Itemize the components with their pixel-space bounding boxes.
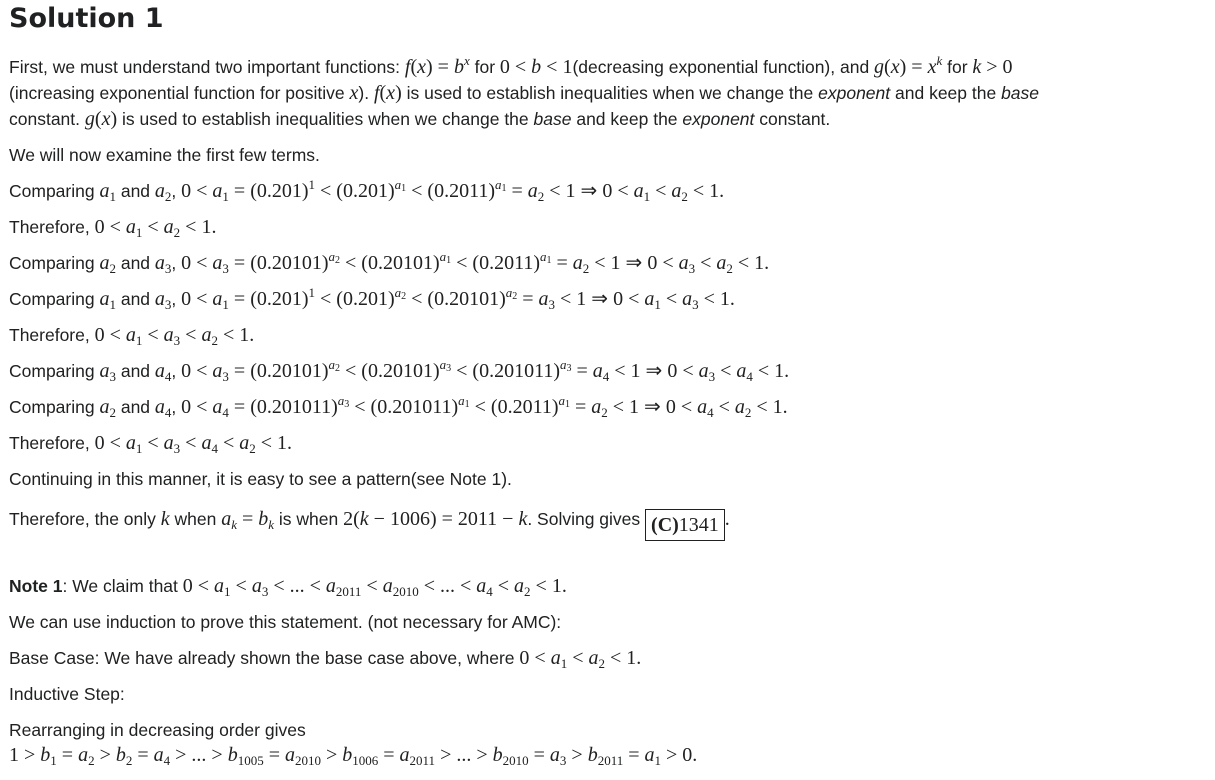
answer-box: (C)1341 — [645, 509, 725, 541]
examine-line: We will now examine the first few terms. — [9, 145, 320, 165]
compare-a1-a2: Comparing $a_1$ and $a_2$, $0 < a_1 = (0.201)^1 < (0.201)^{a_1} < (0.2011)^{a_1} = a_2 < 1$ ⇒ $0 < a_1 < a_2 < 1$. — [9, 177, 725, 204]
intro-line-1: First, we must understand two important functions: $f(x) = b^x$ for 0 < b < 1(decreasing exponential function), and $g(x) = x^k$ for k > 0 — [9, 53, 1013, 78]
note-claim: Note 1: We claim that $0 < a_1 < a_3$ < ... < $a_{2011} < a_{2010}$ < ... < $a_4 < a_2 < 1$. — [9, 575, 567, 599]
base-case-line: Base Case: We have already shown the base case above, where $0 < a_1 < a_2 < 1$. — [9, 647, 642, 671]
inductive-step-line: Inductive Step: — [9, 684, 125, 704]
section-heading: Solution 1 — [9, 3, 164, 34]
compare-a3-a4: Comparing $a_3$ and $a_4$, $0 < a_3 = (0.20101)^{a_2} < (0.20101)^{a_3} < (0.201011)^{a_3} = a_4 < 1$ ⇒ $0 < a_3 < a_4 < 1$. — [9, 357, 790, 384]
compare-a1-a3: Comparing $a_1$ and $a_3$, $0 < a_1 = (0.201)^1 < (0.201)^{a_2} < (0.20101)^{a_2} = a_3 < 1$ ⇒ $0 < a_1 < a_3 < 1$. — [9, 285, 735, 312]
decreasing-order-line: $1 > b_1 = a_2 > b_2 = a_4$ > ... > $b_{1005} = a_{2010} > b_{1006} = a_{2011}$ > ... > $b_{2010} = a_3 > b_{2011} = a_1 > 0$. — [9, 744, 698, 768]
compare-a2-a3: Comparing $a_2$ and $a_3$, $0 < a_3 = (0.20101)^{a_2} < (0.20101)^{a_1} < (0.2011)^{a_1} = a_2 < 1$ ⇒ $0 < a_3 < a_2 < 1$. — [9, 249, 770, 276]
therefore-3: Therefore, $0 < a_1 < a_3 < a_4 < a_2 < 1$. — [9, 432, 293, 456]
induction-line: We can use induction to prove this statement. (not necessary for AMC): — [9, 612, 562, 632]
therefore-2: Therefore, $0 < a_1 < a_3 < a_2 < 1$. — [9, 324, 255, 348]
therefore-1: Therefore, $0 < a_1 < a_2 < 1$. — [9, 216, 217, 240]
compare-a2-a4: Comparing $a_2$ and $a_4$, $0 < a_4 = (0.201011)^{a_3} < (0.201011)^{a_1} < (0.2011)^{a_1} = a_2 < 1$ ⇒ $0 < a_4 < a_2 < 1$. — [9, 393, 788, 420]
final-answer-line: Therefore, the only k when $a_k = b_k$ is when 2(k − 1006) = 2011 − k. Solving gives (C)1341 . — [9, 507, 730, 541]
rearranging-line: Rearranging in decreasing order gives — [9, 720, 306, 740]
intro-line-2: (increasing exponential function for positive x). f(x) is used to establish inequalities when we change the exponent and keep the base — [9, 82, 1040, 104]
intro-line-3: constant. g(x) is used to establish inequalities when we change the base and keep the exponent constant. — [9, 108, 831, 130]
continuing-line: Continuing in this manner, it is easy to see a pattern(see Note 1). — [9, 469, 512, 489]
